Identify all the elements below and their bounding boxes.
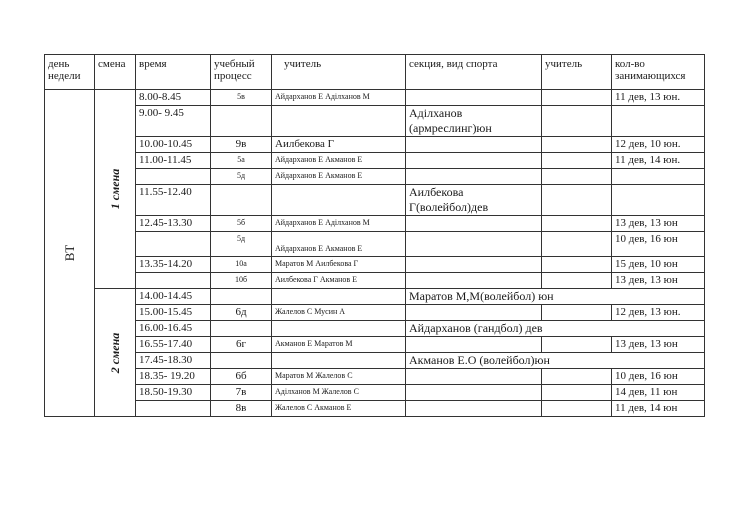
section-cell bbox=[406, 273, 542, 289]
class-cell: 8в bbox=[211, 401, 272, 417]
shift1-label: 1 смена bbox=[108, 168, 122, 210]
class-cell: 10а bbox=[211, 257, 272, 273]
class-cell bbox=[211, 289, 272, 305]
time-cell: 14.00-14.45 bbox=[136, 289, 211, 305]
section-cell bbox=[406, 169, 542, 185]
header-row bbox=[45, 55, 705, 90]
section-cell bbox=[406, 90, 542, 106]
table-row bbox=[45, 321, 705, 337]
section-cell: Аділханов (армреслинг)юн bbox=[406, 106, 542, 137]
teacher2-cell bbox=[542, 216, 612, 232]
teacher-cell: Акманов Е Маратов М bbox=[272, 337, 406, 353]
teacher2-cell bbox=[542, 153, 612, 169]
teacher2-cell bbox=[542, 185, 612, 216]
count-cell: 12 дев, 10 юн. bbox=[612, 137, 705, 153]
section-cell bbox=[406, 401, 542, 417]
header-teacher2: учитель bbox=[542, 55, 612, 90]
teacher2-cell bbox=[542, 369, 612, 385]
class-cell bbox=[211, 106, 272, 137]
time-cell: 15.00-15.45 bbox=[136, 305, 211, 321]
teacher-cell: Маратов М Аилбекова Г bbox=[272, 257, 406, 273]
teacher-cell: Аилбекова Г Акманов Е bbox=[272, 273, 406, 289]
count-cell: 11 дев, 13 юн. bbox=[612, 90, 705, 106]
teacher2-cell bbox=[542, 106, 612, 137]
shift2-cell bbox=[95, 289, 136, 417]
time-cell: 13.35-14.20 bbox=[136, 257, 211, 273]
section-cell: Маратов М,М(волейбол) юн bbox=[406, 289, 705, 305]
section-cell bbox=[406, 232, 542, 257]
shift1-cell bbox=[95, 90, 136, 289]
teacher-cell bbox=[272, 321, 406, 337]
section-cell: Акманов Е.О (волейбол)юн bbox=[406, 353, 705, 369]
class-cell bbox=[211, 353, 272, 369]
table-row bbox=[45, 289, 705, 305]
teacher2-cell bbox=[542, 137, 612, 153]
header-process: учебный процесс bbox=[211, 55, 272, 90]
table-row bbox=[45, 305, 705, 321]
time-cell: 11.00-11.45 bbox=[136, 153, 211, 169]
teacher-cell: Аилбекова Г bbox=[272, 137, 406, 153]
teacher-cell: Жалелов С Мусин А bbox=[272, 305, 406, 321]
header-teacher: учитель bbox=[272, 55, 406, 90]
table-row bbox=[45, 169, 705, 185]
count-cell: 11 дев, 14 юн bbox=[612, 401, 705, 417]
teacher-cell bbox=[272, 106, 406, 137]
class-cell: 5д bbox=[211, 169, 272, 185]
section-cell bbox=[406, 137, 542, 153]
count-cell: 15 дев, 10 юн bbox=[612, 257, 705, 273]
teacher2-cell bbox=[542, 169, 612, 185]
header-shift: смена bbox=[95, 55, 136, 90]
time-cell: 18.35- 19.20 bbox=[136, 369, 211, 385]
count-cell bbox=[612, 185, 705, 216]
time-cell bbox=[136, 169, 211, 185]
time-cell: 8.00-8.45 bbox=[136, 90, 211, 106]
table-row bbox=[45, 273, 705, 289]
count-cell: 12 дев, 13 юн. bbox=[612, 305, 705, 321]
teacher2-cell bbox=[542, 90, 612, 106]
shift2-label: 2 смена bbox=[108, 332, 122, 373]
teacher2-cell bbox=[542, 337, 612, 353]
teacher2-cell bbox=[542, 401, 612, 417]
teacher-cell: Маратов М Жалелов С bbox=[272, 369, 406, 385]
teacher-cell: Айдарханов Е Акманов Е bbox=[272, 232, 406, 257]
table-row bbox=[45, 232, 705, 257]
section-cell bbox=[406, 369, 542, 385]
section-cell bbox=[406, 385, 542, 401]
table-row bbox=[45, 337, 705, 353]
count-cell: 11 дев, 14 юн. bbox=[612, 153, 705, 169]
class-cell: 6б bbox=[211, 369, 272, 385]
teacher-cell: Аділханов М Жалелов С bbox=[272, 385, 406, 401]
table-row bbox=[45, 401, 705, 417]
class-cell: 5б bbox=[211, 216, 272, 232]
teacher2-cell bbox=[542, 385, 612, 401]
teacher-cell: Айдарханов Е Акманов Е bbox=[272, 169, 406, 185]
time-cell: 17.45-18.30 bbox=[136, 353, 211, 369]
class-cell bbox=[211, 185, 272, 216]
time-cell: 9.00- 9.45 bbox=[136, 106, 211, 137]
class-cell: 9в bbox=[211, 137, 272, 153]
teacher-cell: Айдарханов Е Аділханов М bbox=[272, 90, 406, 106]
schedule-sheet bbox=[44, 54, 704, 417]
table-row bbox=[45, 369, 705, 385]
class-cell: 5а bbox=[211, 153, 272, 169]
section-cell bbox=[406, 216, 542, 232]
count-cell: 13 дев, 13 юн bbox=[612, 337, 705, 353]
teacher-cell bbox=[272, 289, 406, 305]
table-row bbox=[45, 106, 705, 137]
section-cell bbox=[406, 305, 542, 321]
class-cell: 6д bbox=[211, 305, 272, 321]
class-cell: 6г bbox=[211, 337, 272, 353]
table-row bbox=[45, 353, 705, 369]
count-cell: 13 дев, 13 юн bbox=[612, 216, 705, 232]
day-cell bbox=[45, 90, 95, 417]
table-row bbox=[45, 216, 705, 232]
count-cell: 14 дев, 11 юн bbox=[612, 385, 705, 401]
header-time: время bbox=[136, 55, 211, 90]
table-row bbox=[45, 385, 705, 401]
teacher-cell: Айдарханов Е Аділханов М bbox=[272, 216, 406, 232]
section-cell: Айдарханов (гандбол) дев bbox=[406, 321, 705, 337]
time-cell bbox=[136, 232, 211, 257]
teacher-cell: Жалелов С Акманов Е bbox=[272, 401, 406, 417]
teacher2-cell bbox=[542, 257, 612, 273]
teacher2-cell bbox=[542, 305, 612, 321]
class-cell bbox=[211, 321, 272, 337]
header-day: день недели bbox=[45, 55, 95, 90]
table-row bbox=[45, 90, 705, 106]
header-count: кол-во занимающихся bbox=[612, 55, 705, 90]
day-label: ВТ bbox=[61, 244, 77, 262]
time-cell: 10.00-10.45 bbox=[136, 137, 211, 153]
class-cell: 10б bbox=[211, 273, 272, 289]
class-cell: 7в bbox=[211, 385, 272, 401]
table-row bbox=[45, 257, 705, 273]
time-cell: 16.00-16.45 bbox=[136, 321, 211, 337]
table-row bbox=[45, 137, 705, 153]
time-cell: 16.55-17.40 bbox=[136, 337, 211, 353]
teacher-cell: Айдарханов Е Акманов Е bbox=[272, 153, 406, 169]
class-cell: 5в bbox=[211, 90, 272, 106]
time-cell: 18.50-19.30 bbox=[136, 385, 211, 401]
teacher2-cell bbox=[542, 273, 612, 289]
section-cell bbox=[406, 257, 542, 273]
time-cell: 12.45-13.30 bbox=[136, 216, 211, 232]
section-cell: Аилбекова Г(волейбол)дев bbox=[406, 185, 542, 216]
table-row bbox=[45, 185, 705, 216]
section-cell bbox=[406, 337, 542, 353]
schedule-table bbox=[44, 54, 705, 417]
class-cell: 5д bbox=[211, 232, 272, 257]
teacher2-cell bbox=[542, 232, 612, 257]
time-cell bbox=[136, 273, 211, 289]
count-cell: 10 дев, 16 юн bbox=[612, 369, 705, 385]
count-cell bbox=[612, 106, 705, 137]
time-cell: 11.55-12.40 bbox=[136, 185, 211, 216]
section-cell bbox=[406, 153, 542, 169]
header-section: секция, вид спорта bbox=[406, 55, 542, 90]
count-cell: 10 дев, 16 юн bbox=[612, 232, 705, 257]
time-cell bbox=[136, 401, 211, 417]
table-row bbox=[45, 153, 705, 169]
count-cell: 13 дев, 13 юн bbox=[612, 273, 705, 289]
teacher-cell bbox=[272, 353, 406, 369]
teacher-cell bbox=[272, 185, 406, 216]
count-cell bbox=[612, 169, 705, 185]
